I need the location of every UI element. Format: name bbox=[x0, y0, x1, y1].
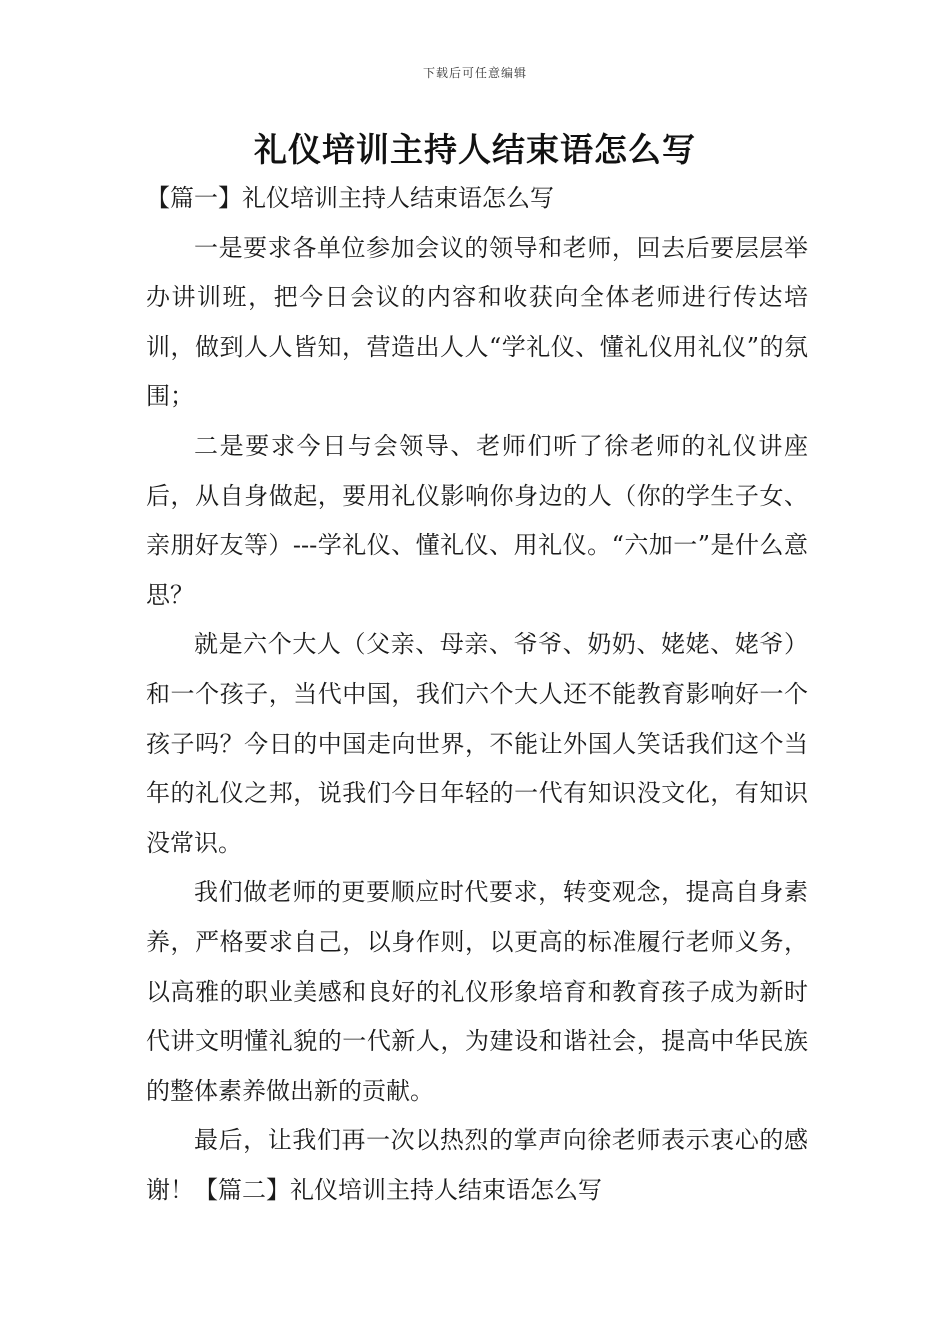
paragraph-5: 最后，让我们再一次以热烈的掌声向徐老师表示衷心的感谢！【篇二】礼仪培训主持人结束语怎么写 bbox=[146, 1126, 808, 1204]
paragraph-4: 我们做老师的更要顺应时代要求，转变观念，提高自身素养，严格要求自己，以身作则，以更高的标准履行老师义务，以高雅的职业美感和良好的礼仪形象培育和教育孩子成为新时代讲文明懂礼貌的一代新人，为建设和谐社会，提高中华民族的整体素养做出新的贡献。 bbox=[146, 878, 808, 1105]
paragraph-1: 一是要求各单位参加会议的领导和老师，回去后要层层举办讲训班，把今日会议的内容和收获向全体老师进行传达培训，做到人人皆知，营造出人人“学礼仪、懂礼仪用礼仪”的氛围； bbox=[146, 233, 808, 411]
paragraph-3: 就是六个大人（父亲、母亲、爷爷、奶奶、姥姥、姥爷）和一个孩子，当代中国，我们六个大人还不能教育影响好一个孩子吗？今日的中国走向世界，不能让外国人笑话我们这个当年的礼仪之邦，说我们今日年轻的一代有知识没文化，有知识没常识。 bbox=[146, 630, 808, 857]
paragraph-2: 二是要求今日与会领导、老师们听了徐老师的礼仪讲座后，从自身做起，要用礼仪影响你身边的人（你的学生子女、亲朋好友等）---学礼仪、懂礼仪、用礼仪。“六加一”是什么意思？ bbox=[146, 431, 808, 609]
header-note: 下载后可任意编辑 bbox=[422, 66, 527, 80]
section-heading: 【篇一】礼仪培训主持人结束语怎么写 bbox=[146, 184, 554, 212]
document-title: 礼仪培训主持人结束语怎么写 bbox=[254, 130, 696, 169]
document-body bbox=[146, 174, 808, 1215]
